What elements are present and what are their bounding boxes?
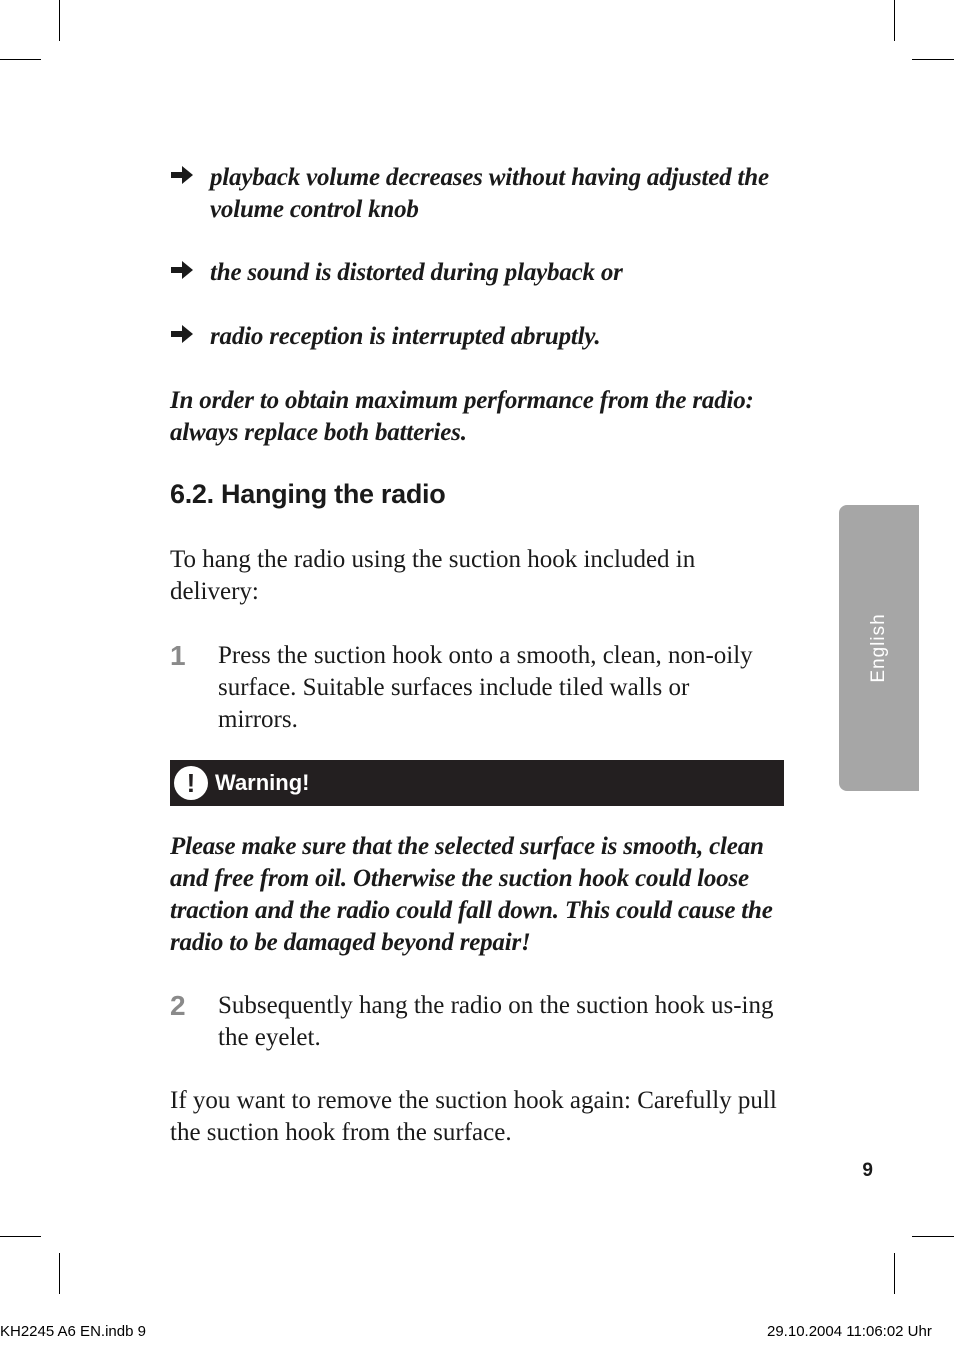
step-text: Subsequently hang the radio on the suction hook us-ing the eyelet. [218,992,774,1051]
step-number: 2 [170,990,186,1021]
step-number: 1 [170,640,186,671]
arrow-right-icon [170,323,194,345]
crop-mark [894,1253,895,1294]
print-slug-right: 29.10.2004 11:06:02 Uhr [767,1323,932,1340]
battery-note: In order to obtain maximum performance from the radio: always replace both batteries. [170,387,754,446]
page-number: 9 [862,1160,873,1181]
language-tab [839,505,919,791]
bullet-item [170,162,785,226]
removal-note: If you want to remove the suction hook again: Carefully pull the suction hook from the surface. [170,1087,777,1146]
crop-mark [0,59,41,60]
step-text: Press the suction hook onto a smooth, clean, non-oily surface. Suitable surfaces include tiled walls or mirrors. [218,642,753,733]
print-slug-left: KH2245 A6 EN.indb 9 [0,1323,146,1340]
bullet-text: radio reception is interrupted abruptly. [210,323,601,350]
arrow-right-icon [170,164,194,186]
arrow-right-icon [170,259,194,281]
crop-mark [59,0,60,41]
warning-bar [170,760,784,806]
bullet-text: the sound is distorted during playback or [210,259,623,286]
section-heading: 6.2. Hanging the radio [170,479,446,509]
bullet-text: playback volume decreases without having adjusted the volume control knob [210,164,769,223]
warning-text: Please make sure that the selected surface is smooth, clean and free from oil. Otherwise the suction hook could loose traction and the radio could fall down. This could cause the radio to be damaged beyond repair! [170,833,773,956]
step-item [170,640,785,736]
language-tab-label: English [868,613,889,683]
warning-label: Warning! [215,770,310,795]
step-item [170,990,785,1054]
bullet-item [170,321,785,353]
crop-mark [59,1253,60,1294]
crop-mark [894,0,895,41]
bullet-item [170,257,785,289]
crop-mark [912,59,954,60]
crop-mark [0,1236,41,1237]
crop-mark [912,1236,954,1237]
intro-paragraph: To hang the radio using the suction hook included in delivery: [170,546,696,605]
exclamation-icon: ! [174,766,208,800]
